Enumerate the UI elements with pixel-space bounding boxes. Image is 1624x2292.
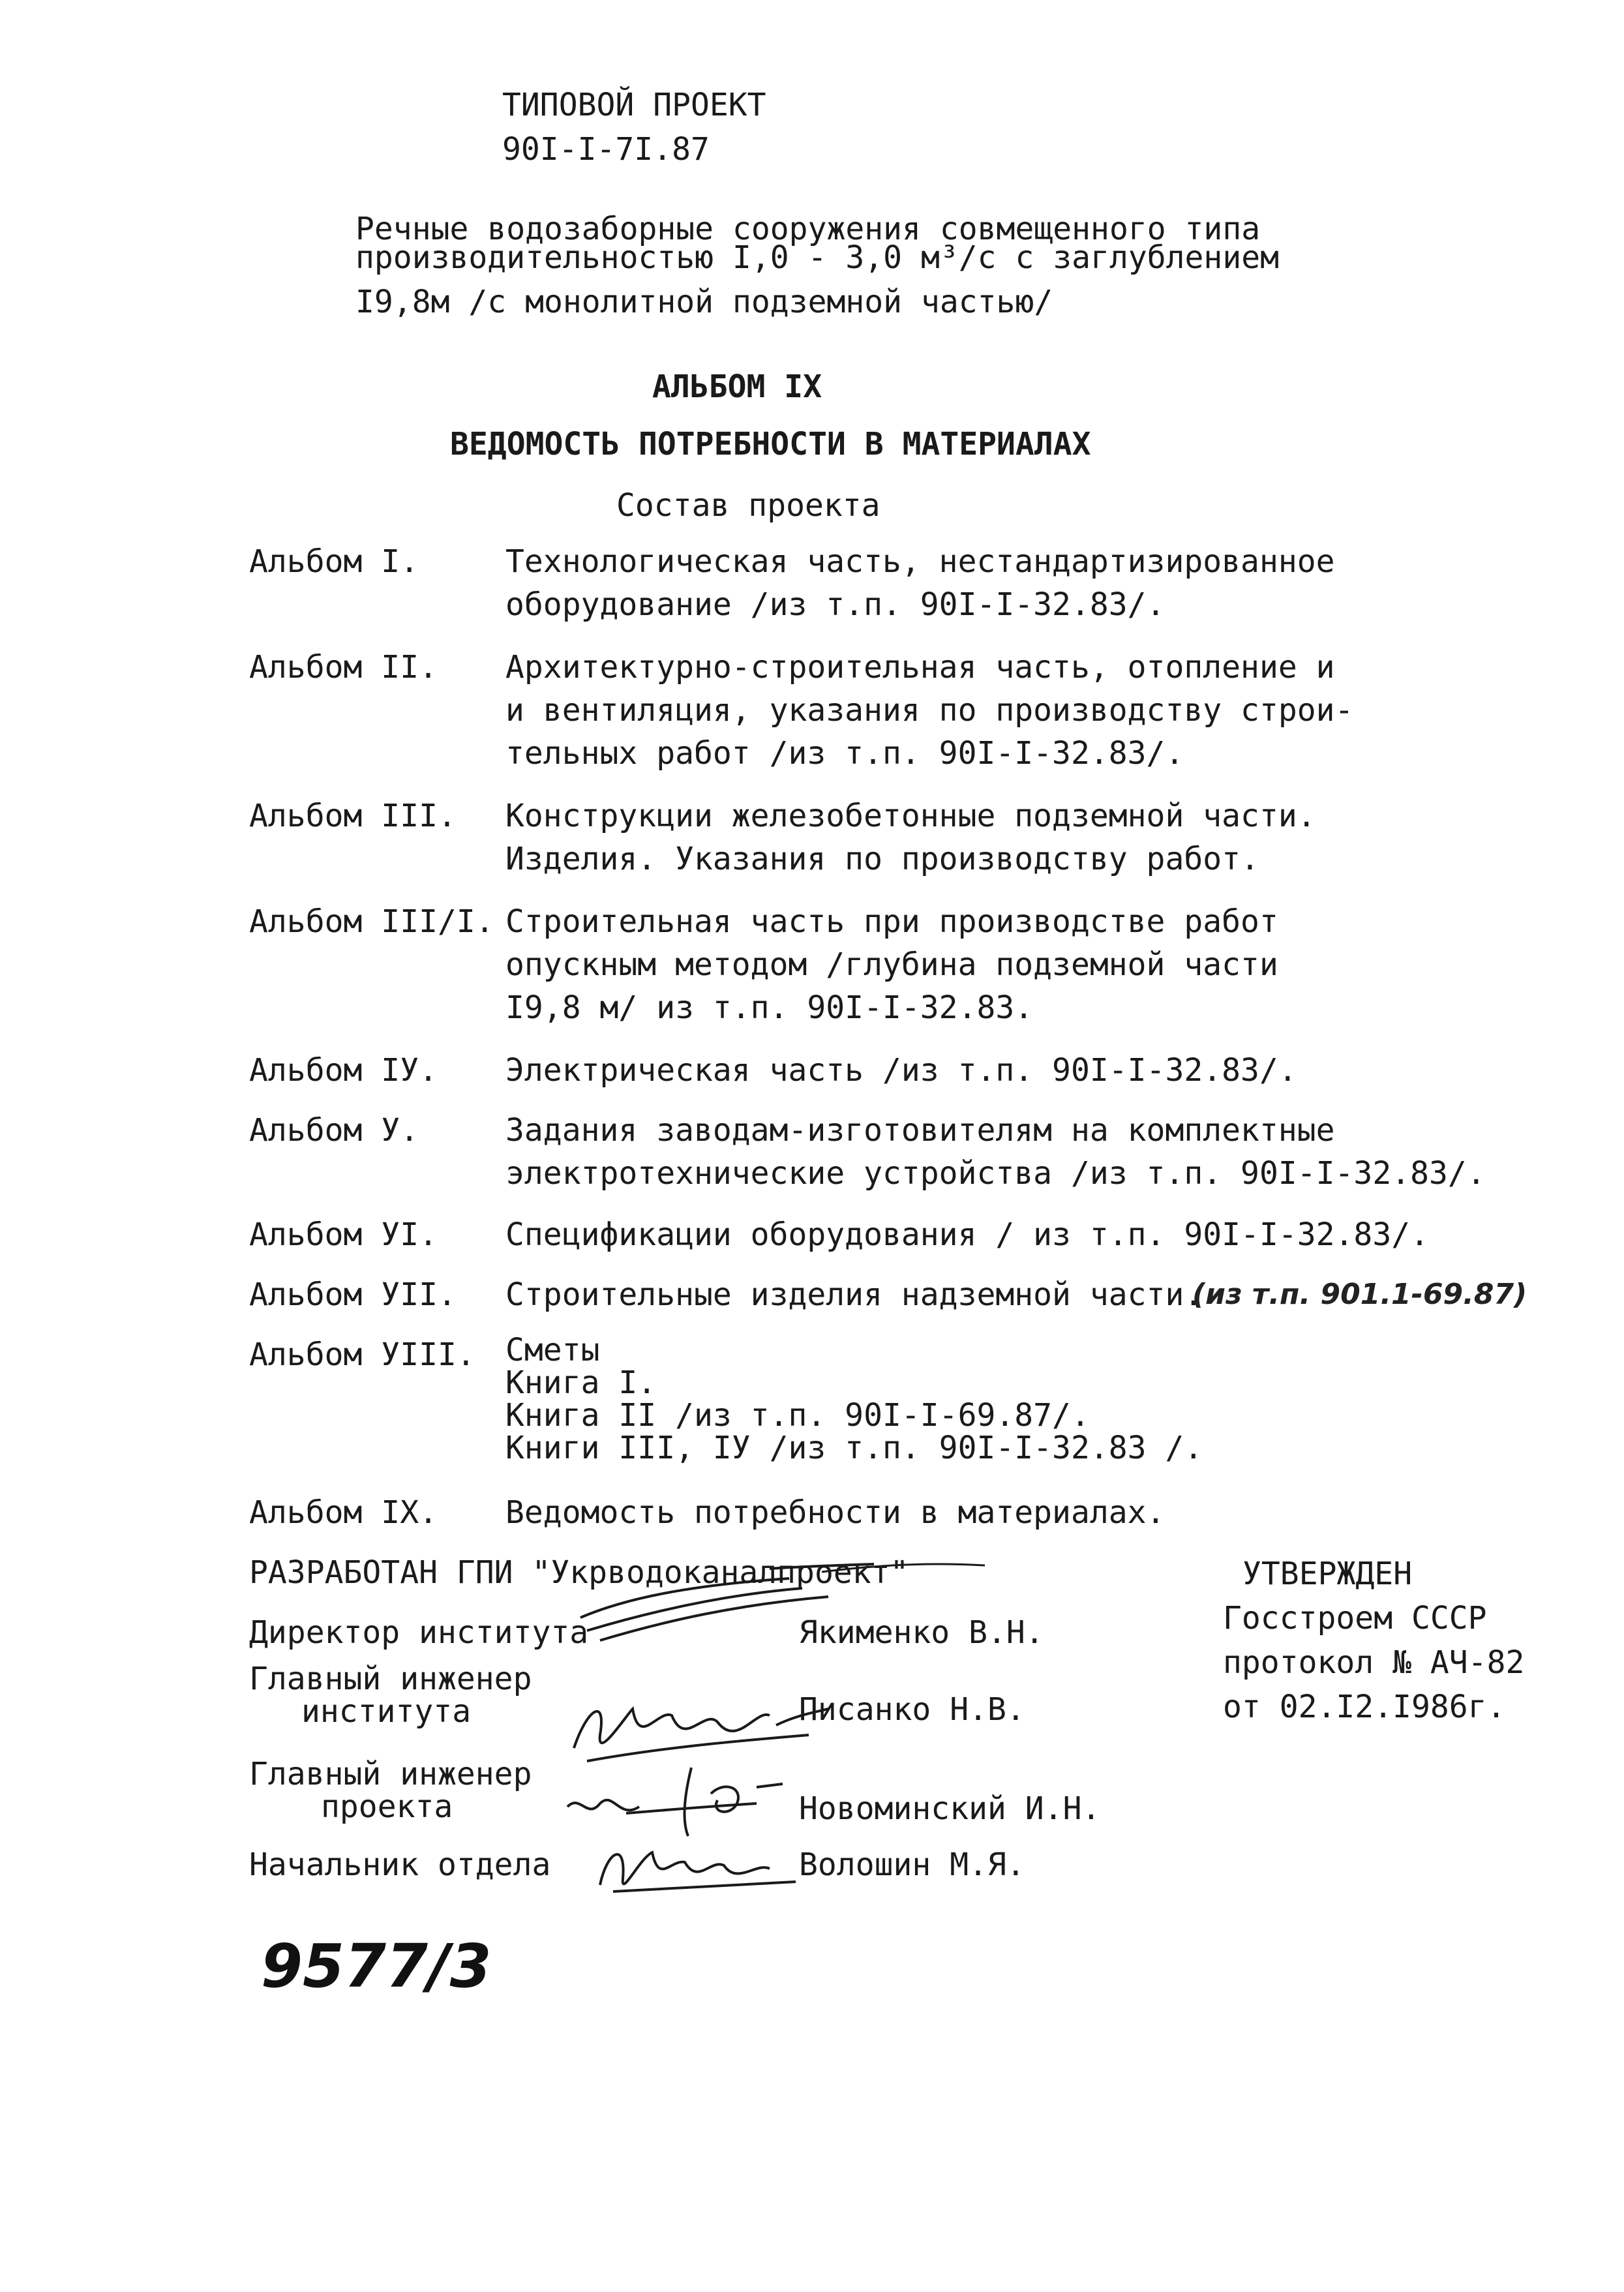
- section-title: Состав проекта: [616, 487, 880, 524]
- signatory-1-role: Директор института: [249, 1614, 589, 1651]
- album-text-8-1: Строительные изделия надземной части.: [505, 1276, 1203, 1313]
- signatory-2-role-1: Главный инженер: [249, 1661, 532, 1697]
- album-text-4-1: Строительная часть при производстве работ: [505, 903, 1278, 940]
- album-label-4: Альбом III/I.: [249, 903, 494, 940]
- developed-by: РАЗРАБОТАН ГПИ "Укрводоканалпроект": [249, 1554, 909, 1591]
- signatory-1-name: Якименко В.Н.: [799, 1614, 1044, 1651]
- album-text-2-2: и вентиляция, указания по производству строи-: [505, 692, 1354, 729]
- approved-line-3: от 02.I2.I986г.: [1223, 1689, 1506, 1725]
- album-text-7-1: Спецификации оборудования / из т.п. 90I-I-32.83/.: [505, 1216, 1430, 1253]
- signatory-4-name: Волошин М.Я.: [799, 1847, 1025, 1883]
- album-label-5: Альбом IУ.: [249, 1052, 438, 1089]
- album-text-9-1: Сметы: [505, 1332, 600, 1368]
- album-label-1: Альбом I.: [249, 543, 419, 580]
- album-text-4-2: опускным методом /глубина подземной части: [505, 946, 1278, 983]
- album-label-8: Альбом УII.: [249, 1276, 457, 1313]
- album-text-6-2: электротехнические устройства /из т.п. 90I-I-32.83/.: [505, 1155, 1486, 1192]
- signatory-3-role-1: Главный инженер: [249, 1756, 532, 1792]
- archive-number: 9577/3: [261, 1931, 492, 2001]
- album-title: АЛЬБОМ IX: [652, 369, 822, 405]
- developed-underline-stroke: [822, 1546, 991, 1585]
- approved-line-1: Госстроем СССР: [1223, 1600, 1487, 1636]
- approved-title: УТВЕРЖДЕН: [1242, 1556, 1413, 1592]
- album-text-9-4: Книги III, IУ /из т.п. 90I-I-32.83 /.: [505, 1430, 1203, 1466]
- album-label-3: Альбом III.: [249, 798, 457, 834]
- signatory-2-role-2: института: [301, 1693, 472, 1730]
- album-label-7: Альбом УI.: [249, 1216, 438, 1253]
- album-text-2-1: Архитектурно-строительная часть, отопление и: [505, 649, 1335, 686]
- description-line-1: Речные водозаборные сооружения совмещенного типа: [355, 211, 1261, 247]
- doc-title: ВЕДОМОСТЬ ПОТРЕБНОСТИ В МАТЕРИАЛАХ: [450, 426, 1091, 462]
- approved-line-2: протокол № АЧ-82: [1223, 1644, 1525, 1681]
- album-label-9: Альбом УIII.: [249, 1336, 475, 1373]
- album-text-6-1: Задания заводам-изготовителям на комплектные: [505, 1112, 1335, 1149]
- album-label-2: Альбом II.: [249, 649, 438, 686]
- album-label-10: Альбом IX.: [249, 1494, 438, 1531]
- album-text-2-3: тельных работ /из т.п. 90I-I-32.83/.: [505, 735, 1184, 772]
- album-text-4-3: I9,8 м/ из т.п. 90I-I-32.83.: [505, 989, 1034, 1026]
- album-text-10-1: Ведомость потребности в материалах.: [505, 1494, 1165, 1531]
- album-text-9-3: Книга II /из т.п. 90I-I-69.87/.: [505, 1397, 1090, 1434]
- signature-4-image: [587, 1826, 809, 1905]
- album-text-1-1: Технологическая часть, нестандартизированное: [505, 543, 1335, 580]
- album-text-3-2: Изделия. Указания по производству работ.: [505, 841, 1259, 877]
- album-text-5-1: Электрическая часть /из т.п. 90I-I-32.83/.: [505, 1052, 1297, 1089]
- signatory-2-name: Писанко Н.В.: [799, 1691, 1025, 1728]
- album-text-1-2: оборудование /из т.п. 90I-I-32.83/.: [505, 586, 1165, 623]
- album-8-handwritten-note: (из т.п. 901.1-69.87): [1192, 1278, 1527, 1311]
- album-label-6: Альбом У.: [249, 1112, 419, 1149]
- description-line-2: производительностью I,0 - 3,0 м³/с с заглублением: [355, 239, 1280, 276]
- signatory-3-name: Новоминский И.Н.: [799, 1790, 1101, 1827]
- signatory-3-role-2: проекта: [321, 1788, 453, 1825]
- doc-type: ТИПОВОЙ ПРОЕКТ: [502, 87, 766, 123]
- doc-number: 90I-I-7I.87: [502, 131, 710, 168]
- album-text-3-1: Конструкции железобетонные подземной части.: [505, 798, 1316, 834]
- description-line-3: I9,8м /с монолитной подземной частью/: [355, 284, 1053, 320]
- album-text-9-2: Книга I.: [505, 1365, 657, 1401]
- signatory-4-role: Начальник отдела: [249, 1847, 551, 1883]
